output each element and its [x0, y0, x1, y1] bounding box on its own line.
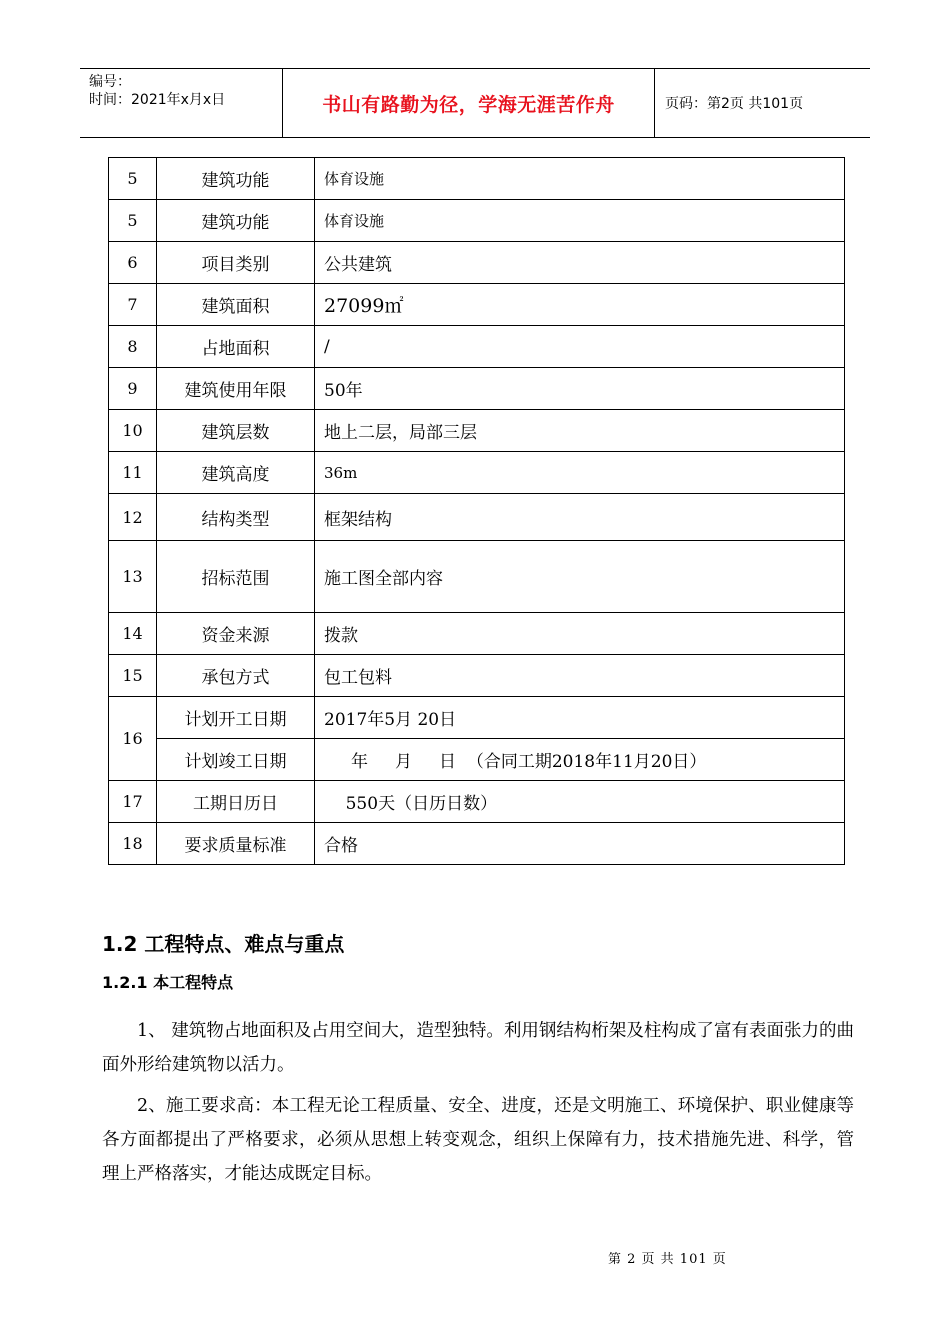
- row-value: 包工包料: [315, 655, 845, 697]
- table-row: [109, 284, 845, 326]
- row-value: 合格: [315, 823, 845, 865]
- row-number: 14: [109, 613, 157, 655]
- row-number: 15: [109, 655, 157, 697]
- table-row: [109, 410, 845, 452]
- row-label: 计划竣工日期: [157, 739, 315, 781]
- row-label: 结构类型: [157, 494, 315, 541]
- table-row: [109, 739, 845, 781]
- row-value: 36m: [315, 452, 845, 494]
- row-label: 建筑使用年限: [157, 368, 315, 410]
- row-value: 50年: [315, 368, 845, 410]
- row-value: /: [315, 326, 845, 368]
- table-row: [109, 697, 845, 739]
- row-label: 建筑层数: [157, 410, 315, 452]
- table-row: [109, 781, 845, 823]
- section-subheading: 1.2.1 本工程特点: [102, 973, 234, 992]
- row-label: 建筑高度: [157, 452, 315, 494]
- row-value: 27099㎡: [315, 284, 845, 326]
- row-number: 5: [109, 200, 157, 242]
- table-row: [109, 242, 845, 284]
- row-number: 6: [109, 242, 157, 284]
- row-number: 7: [109, 284, 157, 326]
- header-page-info: 页码：第2页 共101页: [665, 96, 804, 112]
- row-label: 资金来源: [157, 613, 315, 655]
- row-value: 框架结构: [315, 494, 845, 541]
- project-info-table: [108, 157, 845, 865]
- section-heading: 1.2 工程特点、难点与重点: [102, 932, 345, 956]
- table-row: [109, 452, 845, 494]
- row-label: 项目类别: [157, 242, 315, 284]
- table-row: [109, 326, 845, 368]
- row-number: 9: [109, 368, 157, 410]
- row-value: 拨款: [315, 613, 845, 655]
- table-row: [109, 368, 845, 410]
- row-label: 建筑功能: [157, 200, 315, 242]
- row-number: 11: [109, 452, 157, 494]
- row-value: 体育设施: [315, 200, 845, 242]
- table-row: [109, 823, 845, 865]
- paragraph: 1、 建筑物占地面积及占用空间大，造型独特。利用钢结构桁架及柱构成了富有表面张力的曲面外形给建筑物以活力。: [102, 1021, 854, 1075]
- table-row: [109, 613, 845, 655]
- row-number: 8: [109, 326, 157, 368]
- table-row: [109, 541, 845, 613]
- paragraph: 2、施工要求高：本工程无论工程质量、安全、进度，还是文明施工、环境保护、职业健康等各方面都提出了严格要求，必须从思想上转变观念，组织上保障有力，技术措施先进、科学，管理上严格落实，才能达成既定目标。: [102, 1096, 854, 1184]
- row-number: 18: [109, 823, 157, 865]
- row-label: 建筑功能: [157, 158, 315, 200]
- row-value: 公共建筑: [315, 242, 845, 284]
- row-value: 2017年5月 20日: [315, 697, 845, 739]
- header-meta: [80, 69, 283, 137]
- row-number: 12: [109, 494, 157, 541]
- row-label: 招标范围: [157, 541, 315, 613]
- row-value: 年 月 日 （合同工期2018年11月20日）: [315, 739, 845, 781]
- row-number: 5: [109, 158, 157, 200]
- row-value: 地上二层，局部三层: [315, 410, 845, 452]
- row-label: 工期日历日: [157, 781, 315, 823]
- table-row: [109, 158, 845, 200]
- table-row: [109, 655, 845, 697]
- row-label: 要求质量标准: [157, 823, 315, 865]
- table-row: [109, 494, 845, 541]
- serial-label: 编号：: [89, 74, 131, 90]
- row-label: 占地面积: [157, 326, 315, 368]
- row-number: 13: [109, 541, 157, 613]
- row-number: 17: [109, 781, 157, 823]
- row-label: 承包方式: [157, 655, 315, 697]
- time-label: 时间：2021年x月x日: [89, 92, 226, 108]
- row-value: 施工图全部内容: [315, 541, 845, 613]
- page-header: [80, 68, 870, 138]
- row-value: 体育设施: [315, 158, 845, 200]
- header-motto: 书山有路勤为径，学海无涯苦作舟: [283, 69, 655, 137]
- table-row: [109, 200, 845, 242]
- row-label: 建筑面积: [157, 284, 315, 326]
- row-label: 计划开工日期: [157, 697, 315, 739]
- row-number: 16: [109, 697, 157, 781]
- row-number: 10: [109, 410, 157, 452]
- row-value: 550天（日历日数）: [315, 781, 845, 823]
- page-footer: 第 2 页 共 101 页: [608, 1252, 727, 1267]
